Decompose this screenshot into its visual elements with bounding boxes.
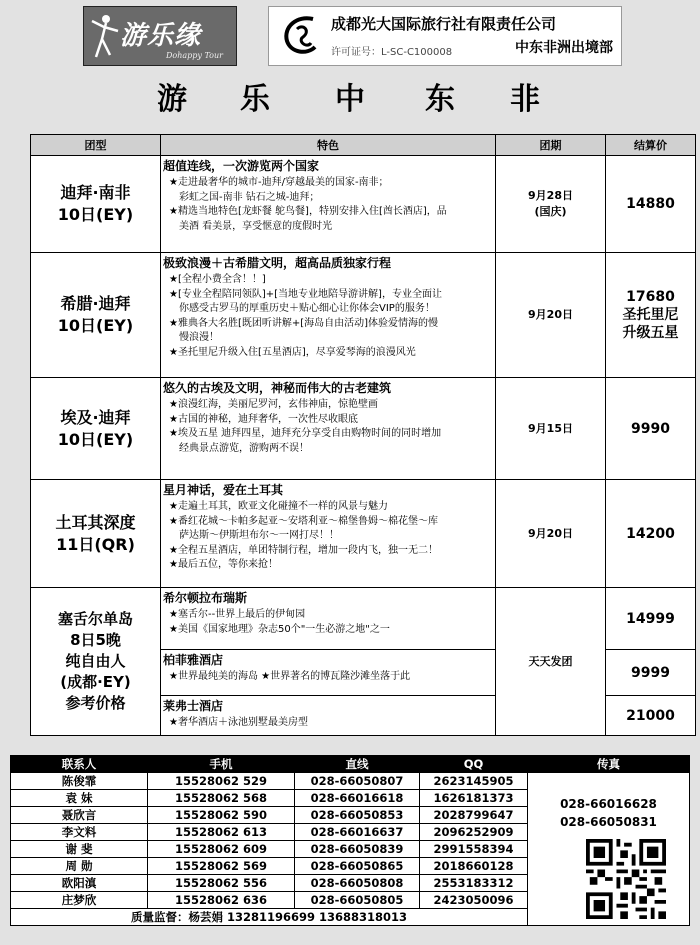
tour-name: 塞舌尔单岛 8日5晚 纯自由人 (成都·EY) 参考价格 [31,588,161,736]
tour-features: 悠久的古埃及文明，神秘而伟大的古老建筑 ★浪漫红海，美丽尼罗河，玄伟神庙，惊艳壁画 ★古国的神秘，迪拜奢华，一次性尽收眼底 ★埃及五星 迪拜四星，迪拜充分享受自由购物时间的同时增加 经典景点游览，游购两不误！ [161,378,496,480]
tour-price: 9990 [606,378,696,480]
tour-row-dubai-southafrica [31,156,696,253]
quality-supervision: 质量监督：杨芸娟 13281196699 13688318013 [11,909,528,926]
fax-number: 028-66016628 [560,797,657,811]
tour-name: 迪拜·南非 10日(EY) [31,156,161,253]
license-number: 许可证号：L-SC-C100008 [331,47,453,58]
fax-and-qr [528,773,690,926]
tour-features: 星月神话，爱在土耳其 ★走遍土耳其，欧亚文化碰撞不一样的风景与魅力 ★番红花城～卡帕多起亚～安塔利亚～棉堡鲁姆～棉花堡～库 萨达斯～伊斯坦布尔～一网打尽！！ ★全程五星酒店，单团特制行程，增加一段内飞，独一无二！ ★最后五位，等你来抢！ [161,480,496,588]
header-mobile: 手机 [148,756,295,773]
tour-name: 土耳其深度 11日(QR) [31,480,161,588]
dancer-logo-icon [88,11,122,61]
contact-row: 谢 斐 15528062 609 028-66050839 2991558394 [11,841,690,858]
hotel-features: 莱弗士酒店 ★奢华酒店＋泳池别墅最美房型 [161,696,496,736]
header-dates: 团期 [496,135,606,156]
tour-date: 9月28日 (国庆) [496,156,606,253]
contact-row: 袁 妹 15528062 568 028-66016618 1626181373 [11,790,690,807]
logo-title: 游乐缘 [120,21,202,51]
tour-date: 9月20日 [496,253,606,378]
company-name: 成都光大国际旅行社有限责任公司 [331,15,557,33]
hotel-price: 14999 [606,588,696,650]
logo-subtitle: Dohappy Tour [166,51,223,60]
tour-table [30,134,696,736]
banner-char: 中 [335,82,365,117]
tour-name: 埃及·迪拜 10日(EY) [31,378,161,480]
banner-char: 乐 [240,82,270,117]
hotel-price: 9999 [606,650,696,696]
contacts-header [11,756,690,773]
tour-features: 超值连线，一次游览两个国家 ★走进最奢华的城市-迪拜/穿越最美的国家-南非； 彩虹之国-南非 钻石之城-迪拜； ★精选当地特色[龙虾餐 鸵鸟餐]，特别安排入住[酋长酒店]，品 美酒 看美景，享受惬意的度假时光 [161,156,496,253]
contact-row: 陈俊霏 15528062 529 028-66050807 2623145905 028-66016628 028-66050831 [11,773,690,790]
tour-row-greece-dubai [31,253,696,378]
contact-row: 欧阳滇 15528062 556 028-66050808 2553183312 [11,875,690,892]
agency-header [268,6,622,66]
contact-row: 李文料 15528062 613 028-66016637 2096252909 [11,824,690,841]
tour-date: 9月20日 [496,480,606,588]
header-tour-type: 团型 [31,135,161,156]
header-price: 结算价 [606,135,696,156]
contacts-table [10,755,690,926]
tour-row-egypt-dubai [31,378,696,480]
department-name: 中东非洲出境部 [515,40,613,56]
tour-features: 极致浪漫＋古希腊文明，超高品质独家行程 ★[全程小费全含！！] ★[专业全程陪同领队]+[当地专业地陪导游讲解]，专业全面让 你感受古罗马的厚重历史＋贴心细心让你体会VIP的服务！ ★雅典各大名胜[既团听讲解+[海岛自由活动]体验爱情海的慢 慢浪漫！ ★圣托里尼升级入住[五星酒店]，尽享爱琴海的浪漫风光 [161,253,496,378]
tour-price: 14200 [606,480,696,588]
header-contact: 联系人 [11,756,148,773]
table-header [31,135,696,156]
tour-row-seychelles-hilton [31,588,696,650]
contact-row: 庄梦欣 15528062 636 028-66050805 2423050096 [11,892,690,909]
qr-code-icon [586,839,666,919]
header-fax: 传真 [528,756,690,773]
hotel-features: 希尔顿拉布瑞斯 ★塞舌尔--世界上最后的伊甸园 ★美国《国家地理》杂志50个"一生必游之地"之一 [161,588,496,650]
banner-char: 游 [157,82,187,117]
header-features: 特色 [161,135,496,156]
contact-row: 聂欣言 15528062 590 028-66050853 2028799647 [11,807,690,824]
tour-price: 17680 圣托里尼 升级五星 [606,253,696,378]
hotel-features: 柏菲雅酒店 ★世界最纯美的海岛 ★世界著名的博瓦隆沙滩坐落于此 [161,650,496,696]
hotel-price: 21000 [606,696,696,736]
tour-name: 希腊·迪拜 10日(EY) [31,253,161,378]
contact-row: 周 勋 15528062 569 028-66050865 2018660128 [11,858,690,875]
fax-number: 028-66050831 [560,815,657,829]
tour-date: 9月15日 [496,378,606,480]
banner-char: 东 [425,82,455,117]
logo-youleyuan [83,6,237,66]
banner-char: 非 [510,82,540,117]
header-qq: QQ [420,756,528,773]
header-direct-line: 直线 [295,756,420,773]
tour-row-turkey [31,480,696,588]
tour-price: 14880 [606,156,696,253]
tour-date: 天天发团 [496,588,606,736]
title-banner [100,72,600,130]
agency-logo-icon [277,13,323,59]
